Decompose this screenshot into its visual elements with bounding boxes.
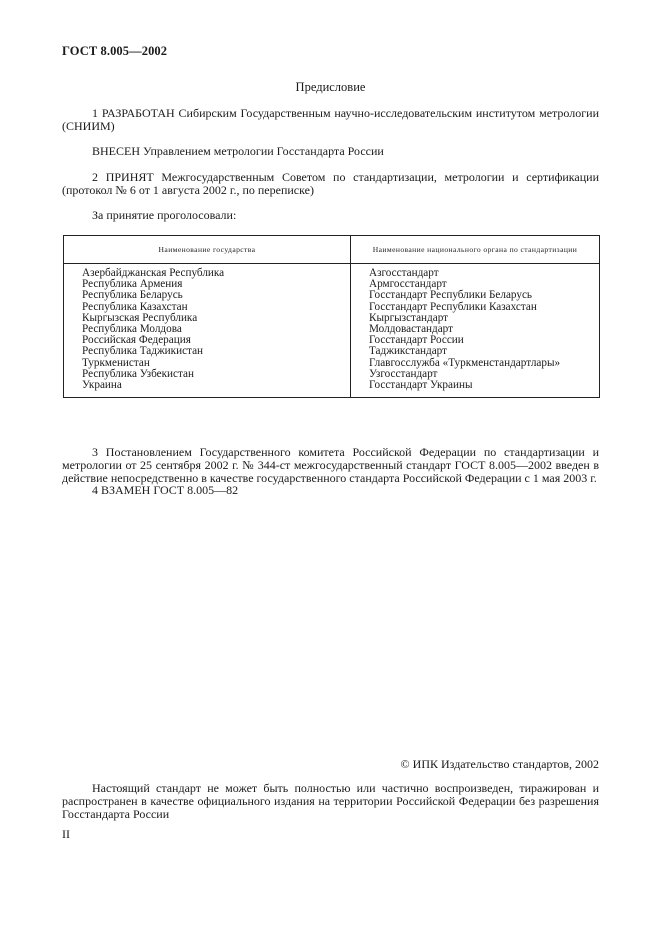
state-name: Республика Таджикистан xyxy=(82,345,204,358)
standards-body-name: Азгосстандарт xyxy=(369,267,439,279)
section-4-replaces: 4 ВЗАМЕН ГОСТ 8.005—82 xyxy=(92,483,239,497)
standards-body-name: Молдовастандарт xyxy=(369,323,454,336)
state-name: Азербайджанская Республика xyxy=(82,267,225,279)
standards-body-name: Госстандарт России xyxy=(369,334,464,347)
document-header: ГОСТ 8.005—2002 xyxy=(62,44,168,58)
table-header-row xyxy=(64,236,600,264)
copyright-notice: © ИПК Издательство стандартов, 2002 xyxy=(400,757,599,771)
state-column-cell xyxy=(64,264,351,398)
state-name: Республика Беларусь xyxy=(82,289,183,302)
section-1-introduced: ВНЕСЕН Управлением метрологии Госстандарта России xyxy=(92,144,384,158)
standards-body-name: Госстандарт Республики Казахстан xyxy=(369,300,537,313)
page-number: II xyxy=(62,827,70,841)
reproduction-notice: Настоящий стандарт не может быть полностью или частично воспроизведен, тиражирован и распространен в качестве официального издания на территории Российской Федерации без разрешения Госстандарта России xyxy=(62,781,599,821)
column-header-state: Наименование государства xyxy=(64,236,351,264)
voting-states-table xyxy=(63,235,600,398)
standards-body-name: Госстандарт Республики Беларусь xyxy=(369,289,533,302)
state-name: Республика Узбекистан xyxy=(82,367,194,380)
body-column-cell xyxy=(351,264,600,398)
state-name: Республика Армения xyxy=(82,278,183,291)
state-name: Республика Казахстан xyxy=(82,300,188,313)
section-3-enacted: 3 Постановлением Государственного комитета Российской Федерации по стандартизации и метрологии от 25 сентября 2002 г. № 344-ст межгосударственный стандарт ГОСТ 8.005—2002 введен в действие непосредственно в качестве государственного стандарта Российской Федерации с 1 мая 2003 г. xyxy=(62,445,599,485)
standards-body-name: Узгосстандарт xyxy=(369,367,438,380)
standards-body-name: Армгосстандарт xyxy=(369,278,447,291)
state-name: Украина xyxy=(82,379,122,392)
standards-body-name: Главгосслужба «Туркменстандартлары» xyxy=(369,356,561,369)
standards-body-name: Госстандарт Украины xyxy=(369,379,473,392)
state-name: Республика Молдова xyxy=(82,323,182,336)
state-name: Кыргызская Республика xyxy=(82,311,198,324)
section-1-developed: 1 РАЗРАБОТАН Сибирским Государственным научно-исследовательским институтом метрологии (СНИИМ) xyxy=(62,106,599,133)
state-name: Туркменистан xyxy=(82,356,150,369)
section-2-adopted: 2 ПРИНЯТ Межгосударственным Советом по стандартизации, метрологии и сертификации (протокол № 6 от 1 августа 2002 г., по переписке) xyxy=(62,170,599,197)
standards-body-name: Таджикстандарт xyxy=(369,345,448,358)
vote-intro: За принятие проголосовали: xyxy=(92,208,237,222)
standards-body-name: Кыргызстандарт xyxy=(369,311,449,324)
table-row xyxy=(64,264,600,398)
page-title: Предисловие xyxy=(295,80,366,94)
column-header-body: Наименование национального органа по стандартизации xyxy=(351,236,600,264)
state-name: Российская Федерация xyxy=(82,334,191,347)
